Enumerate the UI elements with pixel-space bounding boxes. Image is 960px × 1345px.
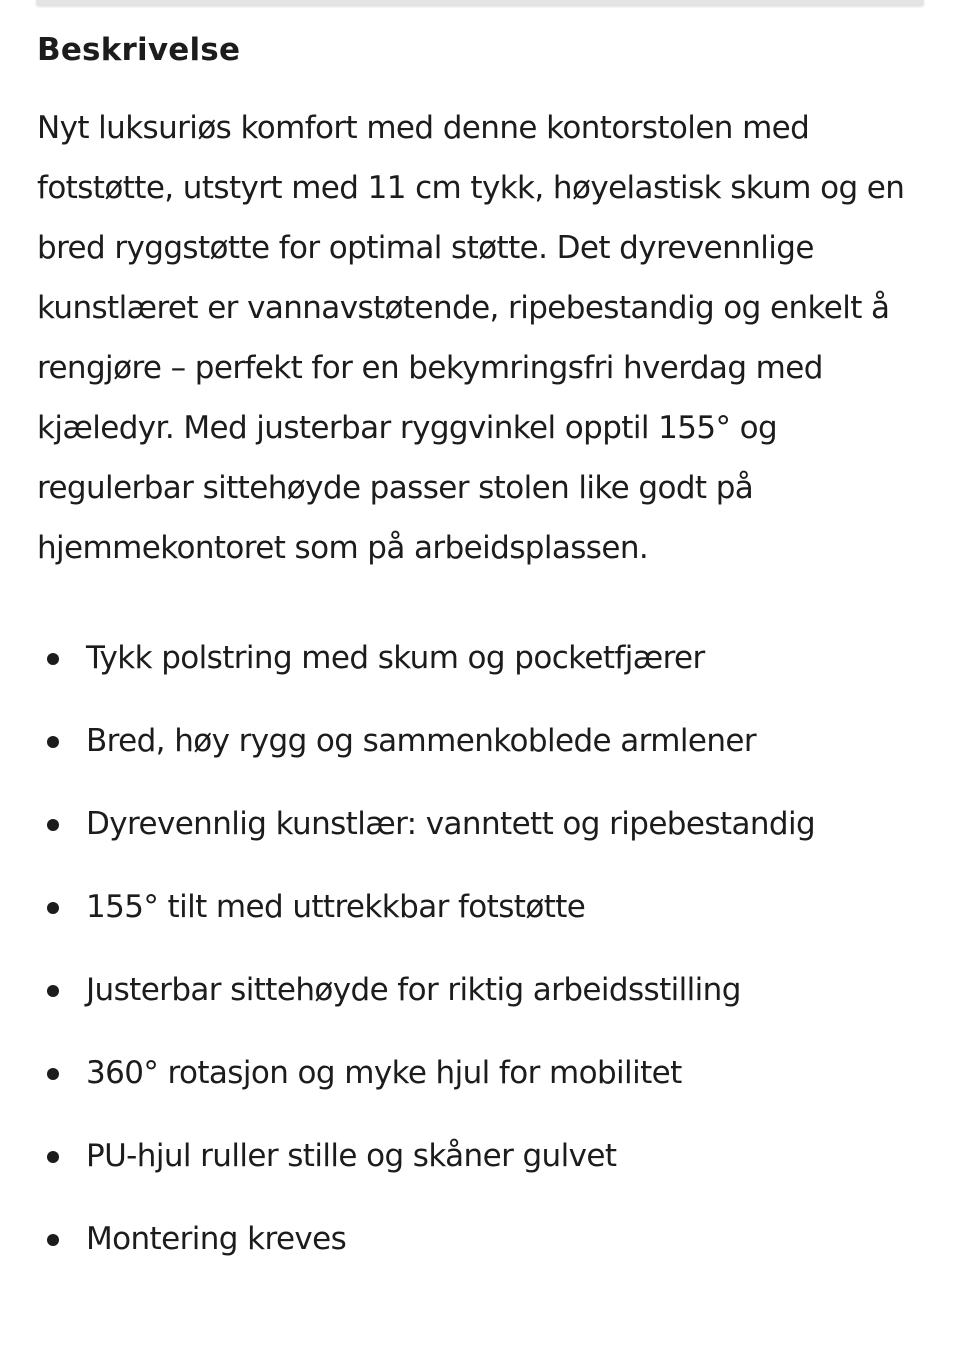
feature-item [37, 877, 937, 960]
feature-item [37, 1126, 937, 1209]
bullet-icon [47, 819, 59, 831]
bullet-icon [47, 1068, 59, 1080]
section-heading: Beskrivelse [37, 32, 241, 68]
feature-text: Justerbar sittehøyde for riktig arbeidsstilling [86, 972, 741, 1008]
feature-text: 155° tilt med uttrekkbar fotstøtte [86, 889, 586, 925]
bullet-icon [47, 736, 59, 748]
feature-text: PU-hjul ruller stille og skåner gulvet [86, 1138, 617, 1174]
feature-item [37, 711, 937, 794]
feature-text: Dyrevennlig kunstlær: vanntett og ripebestandig [86, 806, 816, 842]
feature-item [37, 1043, 937, 1126]
bullet-icon [47, 985, 59, 997]
bullet-icon [47, 1151, 59, 1163]
feature-item [37, 1209, 937, 1292]
bullet-icon [47, 653, 59, 665]
bullet-icon [47, 902, 59, 914]
feature-item [37, 794, 937, 877]
description-text: Nyt luksuriøs komfort med denne kontorstolen med fotstøtte, utstyrt med 11 cm tykk, høyelastisk skum og en bred ryggstøtte for optimal støtte. Det dyrevennlige kunstlæret er vannavstøtende, ripebestandig og enkelt å rengjøre – perfekt for en bekymringsfri hverdag med kjæledyr. Med justerbar ryggvinkel opptil 155° og regulerbar sittehøyde passer stolen like godt på hjemmekontoret som på arbeidsplassen. [37, 110, 905, 566]
feature-text: Tykk polstring med skum og pocketfjærer [86, 640, 705, 676]
bullet-icon [47, 1234, 59, 1246]
feature-item [37, 960, 937, 1043]
feature-item [37, 628, 937, 711]
feature-text: Montering kreves [86, 1221, 347, 1257]
top-divider [36, 0, 924, 6]
description-section [37, 26, 937, 1292]
feature-text: 360° rotasjon og myke hjul for mobilitet [86, 1055, 682, 1091]
feature-list [37, 628, 937, 1292]
feature-text: Bred, høy rygg og sammenkoblede armlener [86, 723, 756, 759]
